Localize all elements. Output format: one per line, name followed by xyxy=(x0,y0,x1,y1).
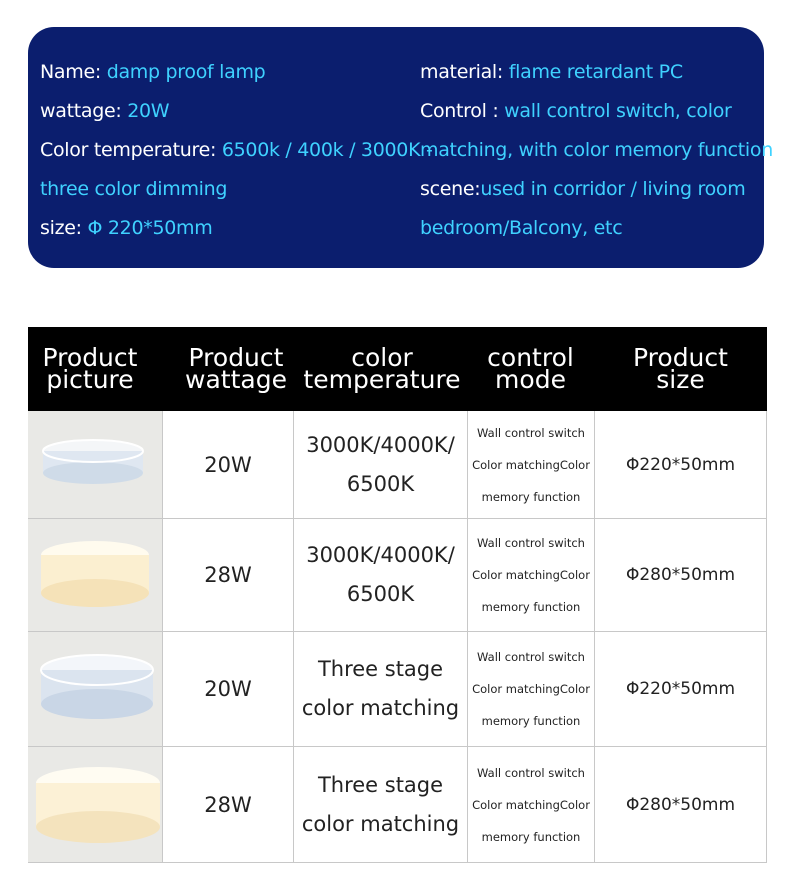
lamp-image-warm xyxy=(28,519,162,631)
spec-panel xyxy=(28,27,773,268)
spec-scene-cont: bedroom/Balcony, etc xyxy=(420,217,623,239)
color-temp-cell: 3000K/4000K/ 6500K xyxy=(293,519,467,631)
wattage-cell: 28W xyxy=(162,747,293,862)
table-row xyxy=(28,632,767,747)
product-table xyxy=(28,327,767,862)
wattage-cell: 28W xyxy=(162,519,293,631)
spec-control: Control : wall control switch, color xyxy=(420,100,732,122)
control-mode-cell: Wall control switch Color matchingColor memory function xyxy=(467,747,594,862)
spec-control-cont: matching, with color memory function xyxy=(420,139,773,161)
spec-scene: scene:used in corridor / living room xyxy=(420,178,746,200)
size-cell: Φ220*50mm xyxy=(594,411,767,518)
table-row xyxy=(28,747,767,863)
color-temp-cell: 3000K/4000K/ 6500K xyxy=(293,411,467,518)
lamp-image-cool xyxy=(28,411,162,518)
header-control-mode: control mode xyxy=(487,343,574,394)
spec-material: material: flame retardant PC xyxy=(420,61,683,83)
lamp-image-warm xyxy=(28,747,162,862)
lamp-image-cool xyxy=(28,632,162,746)
product-picture xyxy=(28,632,162,746)
table-row xyxy=(28,411,767,519)
size-cell: Φ280*50mm xyxy=(594,519,767,631)
header-product-wattage: Product wattage xyxy=(185,343,287,394)
color-temp-cell: Three stage color matching xyxy=(293,747,467,862)
header-color-temperature: color temperature xyxy=(303,343,461,394)
header-product-size: Product size xyxy=(633,343,728,394)
color-temp-cell: Three stage color matching xyxy=(293,632,467,746)
product-picture xyxy=(28,519,162,631)
wattage-cell: 20W xyxy=(162,411,293,518)
wattage-cell: 20W xyxy=(162,632,293,746)
product-picture xyxy=(28,411,162,518)
header-product-picture: Product picture xyxy=(42,343,138,394)
table-row xyxy=(28,519,767,632)
size-cell: Φ220*50mm xyxy=(594,632,767,746)
spec-wattage: wattage: 20W xyxy=(40,100,170,122)
size-cell: Φ280*50mm xyxy=(594,747,767,862)
control-mode-cell: Wall control switch Color matchingColor memory function xyxy=(467,411,594,518)
spec-color-temperature: Color temperature: 6500k / 400k / 3000K - xyxy=(40,139,433,161)
spec-name: Name: damp proof lamp xyxy=(40,61,266,83)
product-picture xyxy=(28,747,162,862)
control-mode-cell: Wall control switch Color matchingColor memory function xyxy=(467,632,594,746)
spec-size: size: Φ 220*50mm xyxy=(40,217,213,239)
spec-color-temperature-cont: three color dimming xyxy=(40,178,228,200)
table-header xyxy=(28,327,767,411)
control-mode-cell: Wall control switch Color matchingColor memory function xyxy=(467,519,594,631)
